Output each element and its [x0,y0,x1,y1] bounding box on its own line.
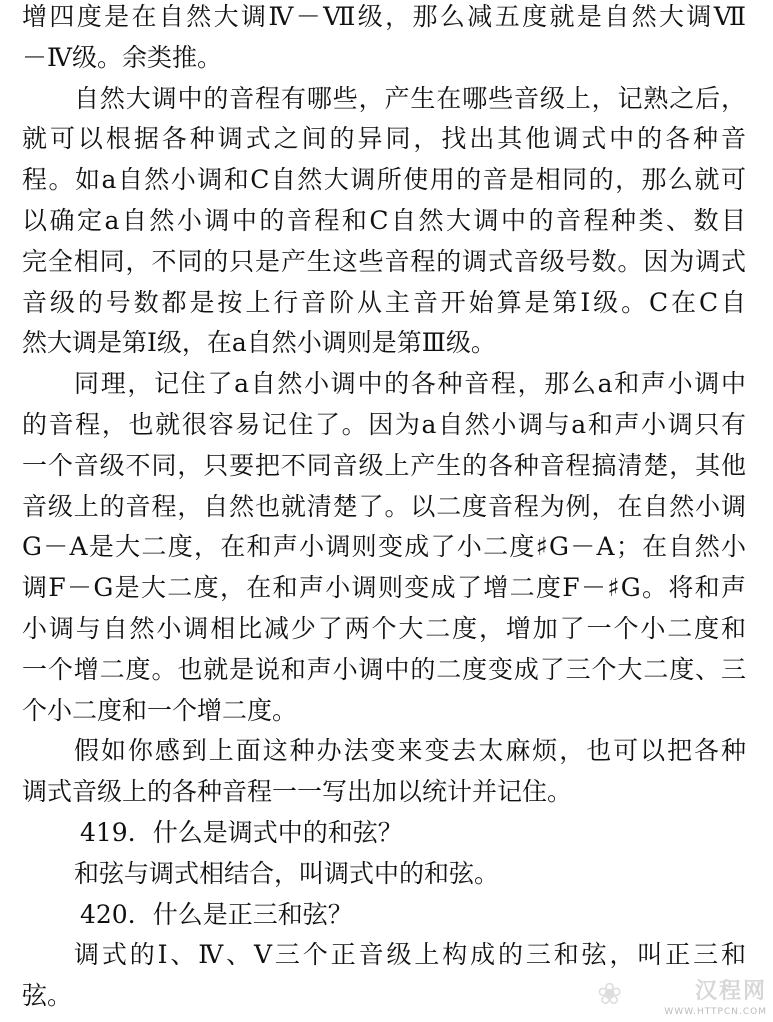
text-line [22,650,746,691]
question-heading-text: 419．什么是调式中的和弦？ [80,817,403,847]
text-line-content: 增四度是在自然大调Ⅳ－Ⅶ级，那么减五度就是自然大调Ⅶ [22,2,749,31]
question-heading [22,813,746,854]
text-line [22,323,746,364]
answer-line [22,854,746,895]
answer-line-text: 调式的Ⅰ、Ⅳ、Ⅴ三个正音级上构成的三和弦，叫正三和 [74,940,749,970]
text-line-content: 调式音级上的各种音程一一写出加以统计并记住。 [22,777,573,807]
text-line-content: 个小二度和一个增二度。 [22,695,298,725]
text-line [22,446,746,487]
question-heading [22,895,746,936]
document-page [22,0,749,1017]
text-line [22,527,746,568]
text-line-content: 程。如a自然小调和C自然大调所使用的音是相同的，那么就可 [22,165,748,195]
text-line-content: 完全相同，不同的只是产生这些音程的调式音级号数。因为调式 [22,246,747,276]
watermark-url: WWW.HTTPCN.COM [664,1007,767,1017]
text-line-content: 假如你感到上面这种办法变来变去太麻烦，也可以把各种 [74,736,748,766]
text-line-content: 就可以根据各种调式之间的异同，找出其他调式中的各种音 [22,124,749,154]
text-line [22,364,746,405]
text-line-content: 音级上的音程，自然也就清楚了。以二度音程为例，在自然小调 [22,491,747,521]
text-line-content: 一个增二度。也就是说和声小调中的二度变成了三个大二度、三 [22,654,747,684]
text-line-content: 调F－G是大二度，在和声小调则变成了增二度F－♯G。将和声 [22,573,748,603]
text-line [22,0,749,38]
answer-line-text: 和弦与调式相结合，叫调式中的和弦。 [74,858,500,888]
text-line-content: 小调与自然小调相比减少了两个大二度，增加了一个小二度和 [22,613,748,643]
answer-line [22,935,749,976]
watermark-logo-icon: ❀ [597,977,623,1012]
text-line-content: 然大调是第Ⅰ级，在a自然小调则是第Ⅲ级。 [22,328,496,358]
text-line [22,242,746,283]
text-line-content: 自然大调中的音程有哪些，产生在哪些音级上，记熟之后， [74,83,747,113]
text-line [22,568,746,609]
text-line [22,119,749,160]
text-line [22,772,746,813]
text-line [22,487,746,528]
text-line-content: 同理，记住了a自然小调中的各种音程，那么a和声小调中 [74,369,748,399]
text-line [22,79,746,120]
text-line [22,691,746,732]
watermark-name: 汉程网 [694,979,767,1004]
text-line-content: G－A是大二度，在和声小调则变成了小二度♯G－A；在自然小 [22,532,748,562]
text-line-content: 一个音级不同，只要把不同音级上产生的各种音程搞清楚，其他 [22,450,747,480]
text-line [22,609,746,650]
watermark [597,977,767,1020]
question-heading-text: 420．什么是正三和弦？ [80,899,353,929]
text-line-content: 以确定a自然小调中的音程和C自然大调中的音程种类、数目 [22,205,749,235]
text-line-content: 的音程，也就很容易记住了。因为a自然小调与a和声小调只有 [22,409,748,439]
text-line [22,38,746,79]
text-line [22,405,746,446]
text-line [22,731,746,772]
text-line [22,283,749,324]
text-line-content: 音级的号数都是按上行音阶从主音开始算是第Ⅰ级。C在C自 [22,287,749,317]
text-line [22,160,746,201]
answer-line-text: 弦。 [22,981,73,1011]
text-line [22,201,749,242]
text-line-content: －Ⅳ级。余类推。 [22,42,222,72]
